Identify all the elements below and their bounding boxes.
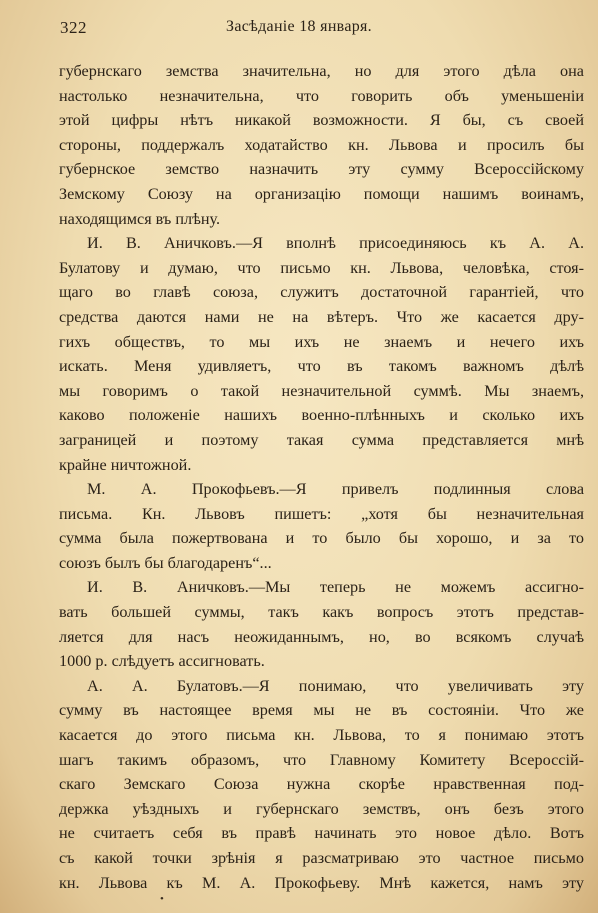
text-line: ляется для насъ неожиданнымъ, но, во всякомъ случаѣ xyxy=(59,627,584,646)
text-line: губернское земство назначить эту сумму Всероссійскому xyxy=(59,160,584,179)
text-line: мы говоримъ о такой незначительной суммѣ. Мы знаемъ, xyxy=(59,381,584,400)
text-line: держка уѣздныхъ и губернскаго земствъ, онъ безъ этого xyxy=(59,799,584,818)
page-number: 322 xyxy=(60,18,87,37)
text-line: сумма была пожертвована и то было бы хорошо, и за то xyxy=(59,529,584,548)
text-line: скаго Земскаго Союза нужна скорѣе нравственная под- xyxy=(59,775,584,794)
text-line: каково положеніе нашихъ военно-плѣнныхъ и сколько ихъ xyxy=(59,406,584,425)
text-line: не считаетъ себя въ правѣ начинать это новое дѣло. Вотъ xyxy=(59,824,584,843)
text-line: сумму въ настоящее время мы не въ состояніи. Что же xyxy=(59,701,584,720)
text-line: 1000 р. слѣдуетъ ассигновать. xyxy=(59,652,265,671)
text-line: кн. Львова къ М. А. Прокофьеву. Мнѣ кажется, намъ эту xyxy=(59,873,584,892)
text-line: стороны, поддержалъ ходатайство кн. Львова и просилъ бы xyxy=(59,135,584,154)
text-line: этой цифры нѣтъ никакой возможности. Я бы, съ своей xyxy=(59,111,584,130)
text-line: крайне ничтожной. xyxy=(59,455,192,474)
text-line: письма. Кн. Львовъ пишетъ: „хотя бы незначительная xyxy=(59,504,584,523)
body-text xyxy=(59,59,584,895)
text-line: заграницей и поэтому такая сумма представляется мнѣ xyxy=(59,430,584,449)
text-line: искать. Меня удивляетъ, что въ такомъ важномъ дѣлѣ xyxy=(59,357,584,376)
text-line: И. В. Аничковъ.—Я вполнѣ присоединяюсь къ А. А. xyxy=(87,234,584,253)
text-line: вать большей суммы, такъ какъ вопросъ этотъ представ- xyxy=(59,603,584,622)
text-line: губернскаго земства значительна, но для этого дѣла она xyxy=(59,62,584,80)
text-line: касается до этого письма кн. Львова, то я понимаю этотъ xyxy=(59,726,584,745)
text-line: Булатову и думаю, что письмо кн. Львова, человѣка, стоя- xyxy=(59,258,584,277)
text-line: находящимся въ плѣну. xyxy=(59,209,221,228)
page-header xyxy=(58,18,540,44)
running-title: Засѣданіе 18 января. xyxy=(226,18,372,35)
text-line: гихъ обществъ, то мы ихъ не знаемъ и нечего ихъ xyxy=(59,332,584,351)
text-line: шагъ такимъ образомъ, что Главному Комитету Всероссій- xyxy=(59,750,584,769)
footer-mark: • xyxy=(160,893,164,905)
text-line: съ какой точки зрѣнія я разсматриваю это частное письмо xyxy=(59,849,584,867)
text-line: настолько незначительна, что говорить объ уменьшеніи xyxy=(59,86,584,105)
text-line: щаго во главѣ союза, служитъ достаточной гарантіей, что xyxy=(59,283,584,302)
text-line: Земскому Союзу на организацію помощи нашимъ воинамъ, xyxy=(59,184,584,203)
text-line: средства даются нами не на вѣтеръ. Что же касается дру- xyxy=(59,307,584,326)
text-line: союзъ былъ бы благодаренъ“... xyxy=(59,553,272,572)
text-line: А. А. Булатовъ.—Я понимаю, что увеличивать эту xyxy=(87,676,584,695)
text-line: И. В. Аничковъ.—Мы теперь не можемъ ассигно- xyxy=(87,578,584,597)
text-line: М. А. Прокофьевъ.—Я привелъ подлинныя слова xyxy=(87,480,584,499)
